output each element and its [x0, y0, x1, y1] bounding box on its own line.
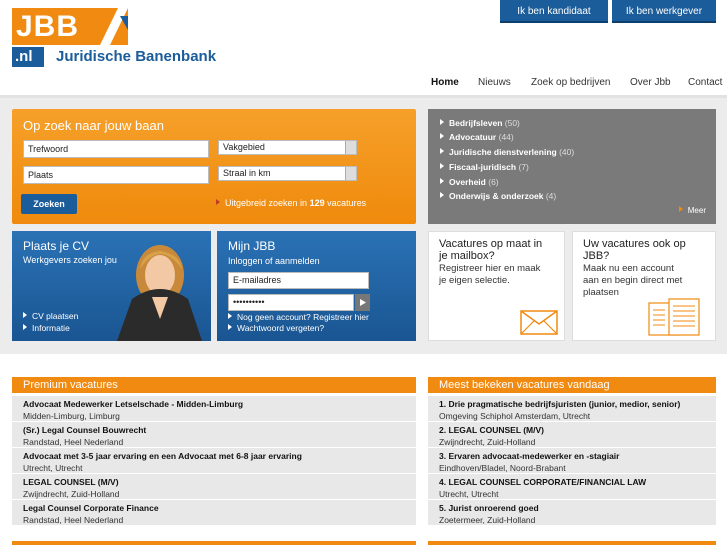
cv-panel — [12, 231, 211, 341]
arrow-bullet-icon — [440, 148, 444, 154]
logo-jbb[interactable]: JBB — [12, 8, 128, 45]
list-item[interactable]: Advocaat met 3-5 jaar ervaring en een Advocaat met 6-8 jaar ervaring Utrecht, Utrecht — [12, 448, 416, 474]
advanced-search-link[interactable] — [216, 198, 366, 208]
arrow-bullet-icon — [23, 324, 27, 330]
cv-subtitle: Werkgevers zoeken jou — [23, 255, 117, 265]
adv-count: 129 — [309, 198, 325, 208]
category-item[interactable]: Fiscaal-juridisch (7) — [440, 162, 529, 172]
footer-bar-left — [12, 541, 416, 545]
candidate-button[interactable]: Ik ben kandidaat — [500, 0, 608, 23]
category-panel — [428, 109, 716, 224]
list-item[interactable]: Legal Counsel Corporate Finance Randstad, Heel Nederland — [12, 500, 416, 526]
login-title: Mijn JBB — [228, 239, 276, 253]
popular-header: Meest bekeken vacatures vandaag — [428, 377, 716, 393]
employer-body: Maak nu een account aan en begin direct met plaatsen — [583, 263, 683, 298]
list-item[interactable]: 3. Ervaren advocaat-medewerker en -stagiair Eindhoven/Bladel, Noord-Brabant — [428, 448, 716, 474]
footer-bar-right — [428, 541, 716, 545]
cv-title: Plaats je CV — [23, 239, 90, 253]
category-item[interactable]: Bedrijfsleven (50) — [440, 118, 520, 128]
category-item[interactable]: Advocatuur (44) — [440, 132, 514, 142]
adv-prefix: Uitgebreid zoeken in — [225, 198, 308, 208]
list-item[interactable]: 4. LEGAL COUNSEL CORPORATE/FINANCIAL LAW Utrecht, Utrecht — [428, 474, 716, 500]
search-title: Op zoek naar jouw baan — [23, 118, 164, 133]
employer-title: Uw vacatures ook op JBB? — [583, 238, 686, 262]
arrow-bullet-icon — [228, 324, 232, 330]
search-button[interactable]: Zoeken — [21, 194, 77, 214]
more-categories-link[interactable]: Meer — [679, 206, 706, 215]
category-item[interactable]: Onderwijs & onderzoek (4) — [440, 191, 556, 201]
premium-list — [12, 396, 416, 526]
employer-panel[interactable] — [572, 231, 716, 341]
nav-news[interactable]: Nieuws — [478, 77, 511, 88]
arrow-bullet-icon — [440, 178, 444, 184]
adv-suffix: vacatures — [327, 198, 367, 208]
list-item[interactable]: 2. LEGAL COUNSEL (M/V) Zwijndrecht, Zuid-Holland — [428, 422, 716, 448]
arrow-bullet-icon — [228, 313, 232, 319]
nav-home[interactable]: Home — [431, 77, 459, 88]
nav-companies[interactable]: Zoek op bedrijven — [531, 77, 611, 88]
list-item[interactable]: Advocaat Medewerker Letselschade - Midden-Limburg Midden-Limburg, Limburg — [12, 396, 416, 422]
forgot-password-link[interactable]: Wachtwoord vergeten? — [228, 323, 324, 333]
mailbox-panel[interactable] — [428, 231, 565, 341]
field-select[interactable] — [218, 140, 357, 155]
keyword-input[interactable]: Trefwoord — [23, 140, 209, 158]
arrow-bullet-icon — [440, 119, 444, 125]
list-item[interactable]: LEGAL COUNSEL (M/V) Zwijndrecht, Zuid-Holland — [12, 474, 416, 500]
mailbox-title: Vacatures op maat in je mailbox? — [439, 238, 543, 262]
arrow-bullet-icon — [440, 192, 444, 198]
woman-photo — [112, 239, 207, 341]
popular-list — [428, 396, 716, 526]
logo-slash — [100, 8, 128, 45]
login-submit-button[interactable] — [355, 294, 370, 311]
logo-nl[interactable]: .nl — [12, 47, 44, 67]
radius-select[interactable] — [218, 166, 357, 181]
arrow-bullet-icon — [216, 199, 220, 205]
arrow-bullet-icon — [440, 133, 444, 139]
list-item[interactable]: (Sr.) Legal Counsel Bouwrecht Randstad, Heel Nederland — [12, 422, 416, 448]
radius-select-value: Straal in km — [223, 168, 271, 178]
nav-about[interactable]: Over Jbb — [630, 77, 671, 88]
arrow-bullet-icon — [440, 163, 444, 169]
documents-icon — [647, 297, 703, 339]
register-link[interactable]: Nog geen account? Registreer hier — [228, 312, 369, 322]
cv-place-link[interactable]: CV plaatsen — [23, 311, 78, 321]
list-item[interactable]: 5. Jurist onroerend goed Zoetermeer, Zuid-Holland — [428, 500, 716, 526]
nav-contact[interactable]: Contact — [688, 77, 723, 88]
employer-button[interactable]: Ik ben werkgever — [612, 0, 716, 23]
dropdown-arrow-icon — [345, 141, 356, 154]
envelope-icon — [520, 310, 558, 337]
logo-name[interactable]: Juridische Banenbank — [56, 48, 217, 65]
login-subtitle: Inloggen of aanmelden — [228, 256, 320, 266]
premium-header: Premium vacatures — [12, 377, 416, 393]
mailbox-body: Registreer hier en maak je eigen selectie. — [439, 263, 541, 286]
password-field[interactable]: •••••••••• — [228, 294, 354, 311]
list-item[interactable]: 1. Drie pragmatische bedrijfsjuristen (junior, medior, senior) Omgeving Schiphol Amsterdam, Utrecht — [428, 396, 716, 422]
category-item[interactable]: Overheid (6) — [440, 177, 499, 187]
place-input[interactable]: Plaats — [23, 166, 209, 184]
dropdown-arrow-icon — [345, 167, 356, 180]
cv-info-link[interactable]: Informatie — [23, 323, 70, 333]
email-field[interactable]: E-mailadres — [228, 272, 369, 289]
field-select-value: Vakgebied — [223, 142, 265, 152]
arrow-bullet-icon — [679, 206, 683, 212]
arrow-bullet-icon — [23, 312, 27, 318]
category-item[interactable]: Juridische dienstverlening (40) — [440, 147, 574, 157]
